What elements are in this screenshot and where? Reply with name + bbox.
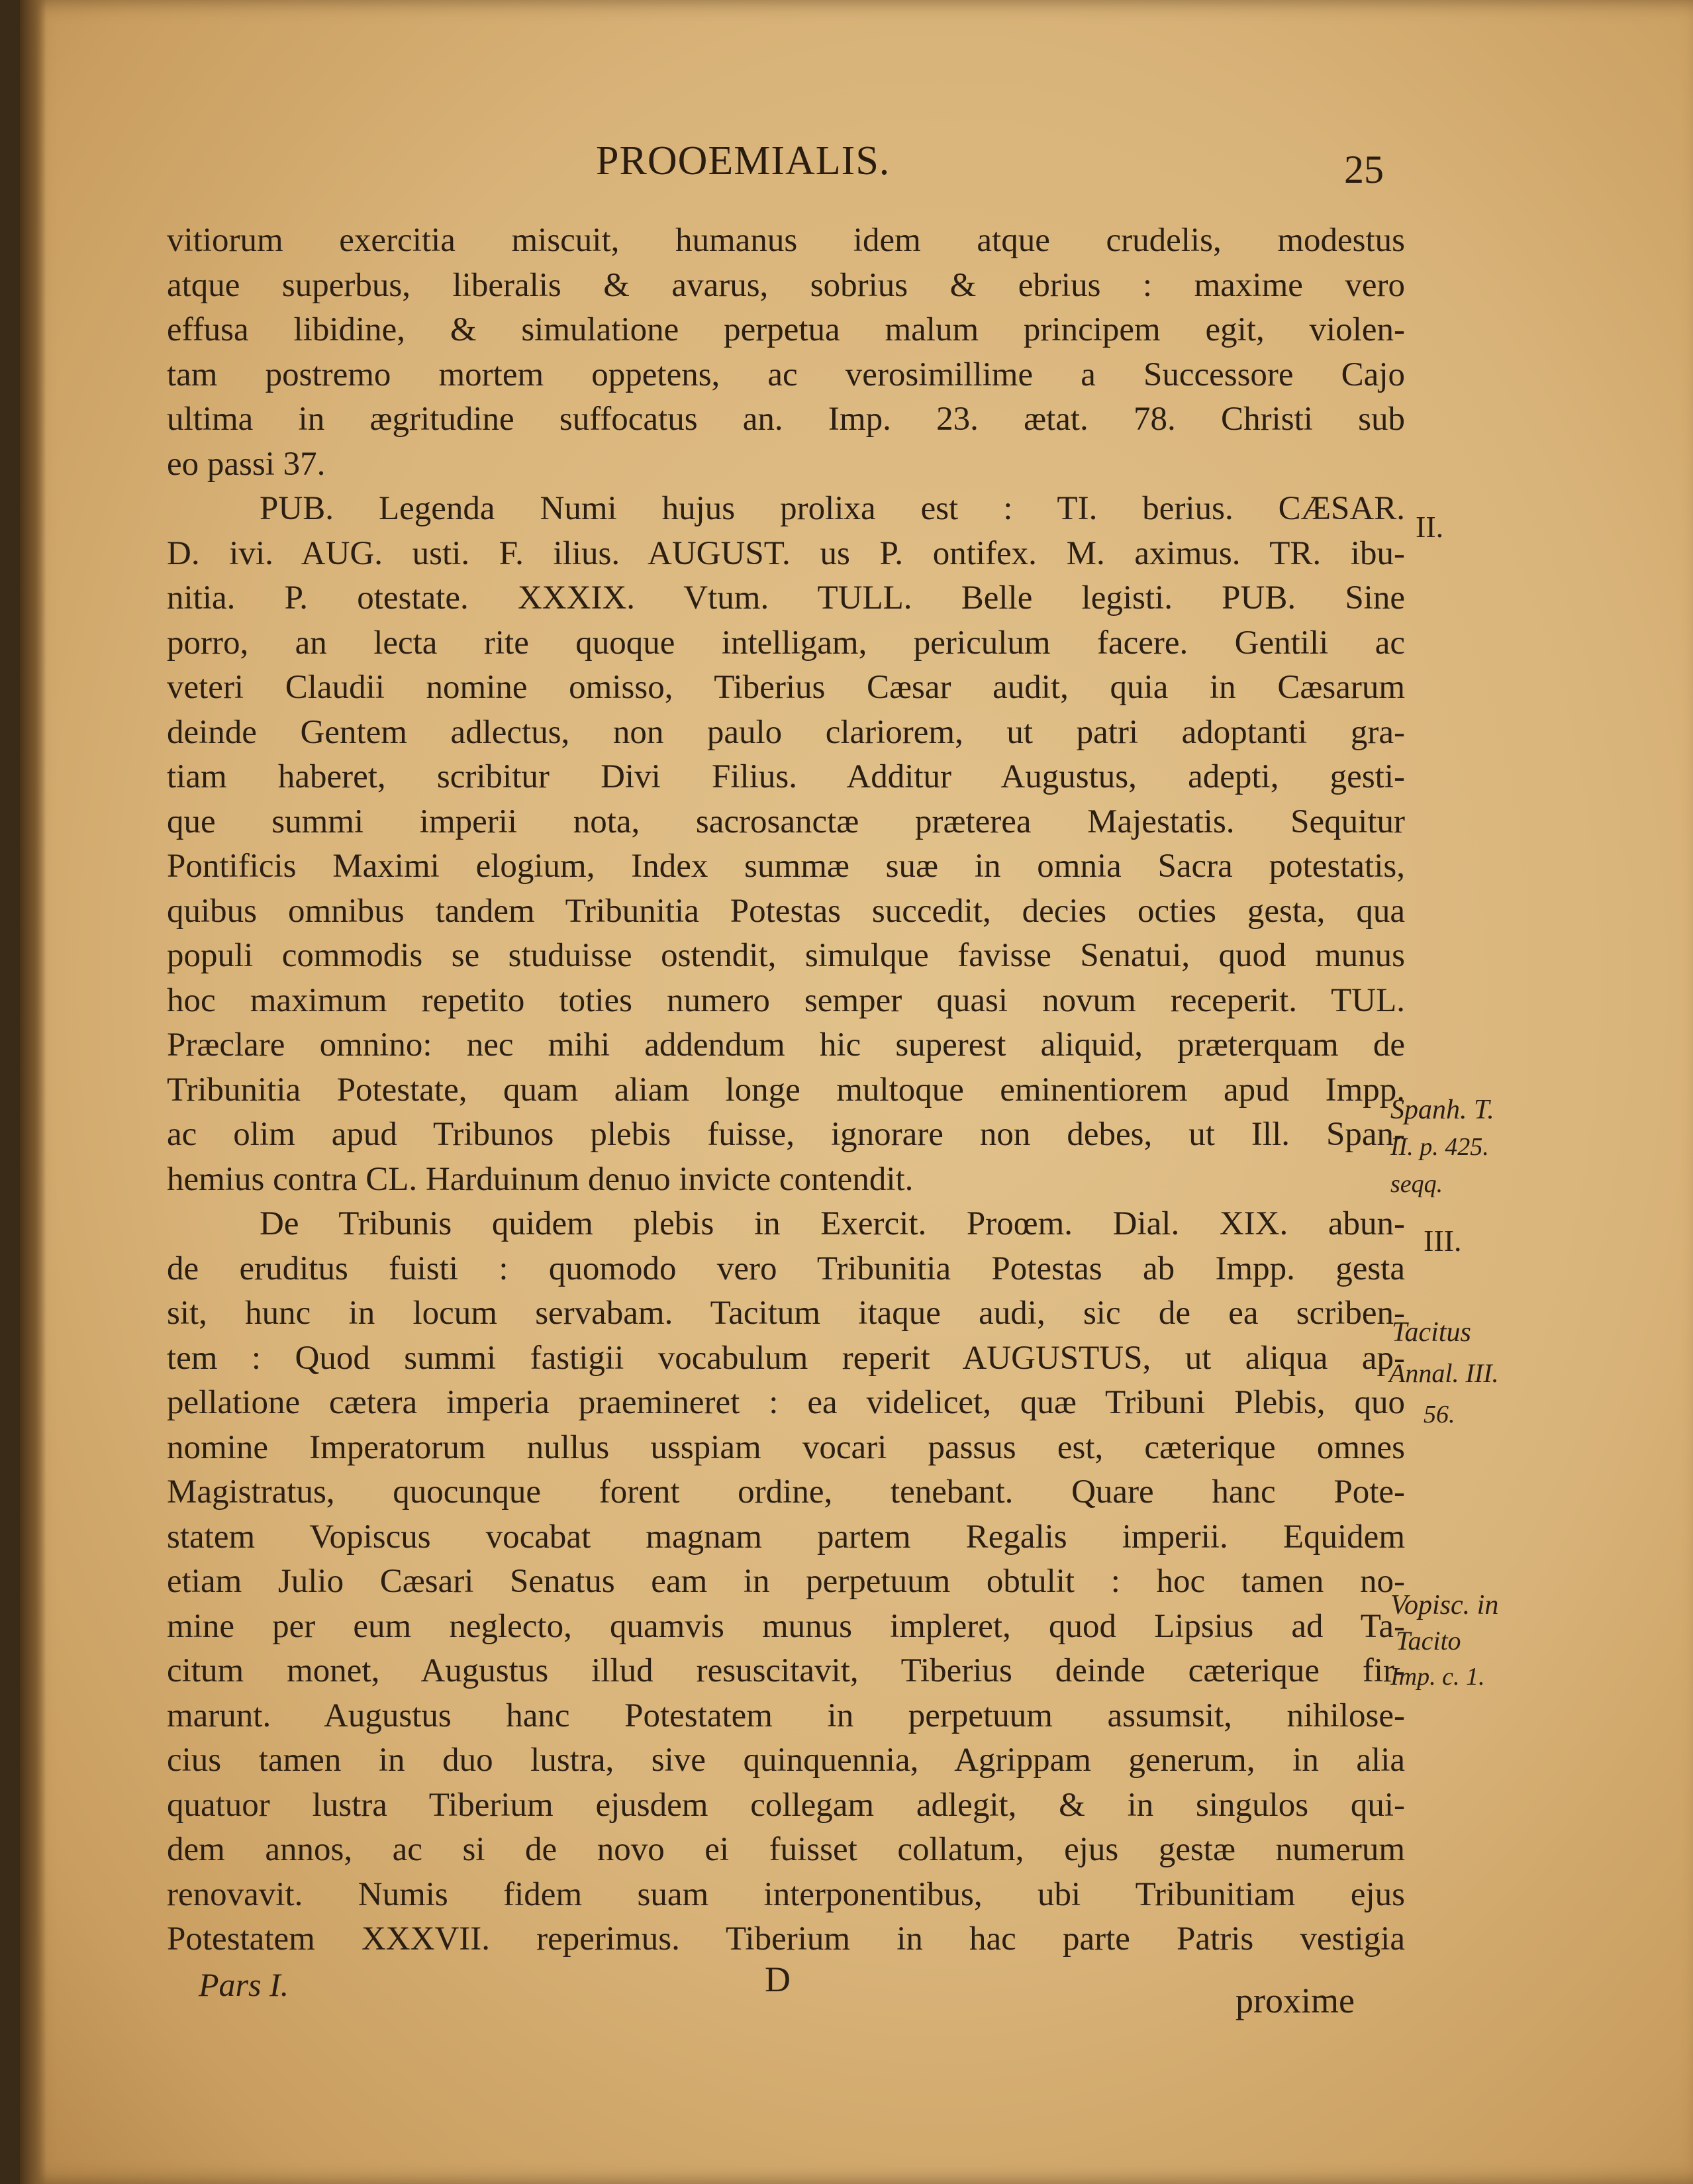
footer-part-label: Pars I. — [199, 1966, 289, 2003]
text-line: citum monet, Augustus illud resuscitavit, Tiberius deinde cæterique fir- — [167, 1652, 1405, 1689]
text-line: atque superbus, liberalis & avarus, sobrius & ebrius : maxime vero — [167, 266, 1405, 304]
text-line: ultima in ægritudine suffocatus an. Imp. 23. ætat. 78. Christi sub — [167, 401, 1405, 438]
text-line: pellatione cætera imperia praemineret : ea videlicet, quæ Tribuni Plebis, quo — [167, 1384, 1405, 1421]
text-line: nitia. P. otestate. XXXIX. Vtum. TULL. Belle legisti. PUB. Sine — [167, 579, 1405, 617]
text-line: renovavit. Numis fidem suam interponentibus, ubi Tribunitiam ejus — [167, 1875, 1405, 1913]
text-line: Potestatem XXXVII. reperimus. Tiberium in hac parte Patris vestigia — [167, 1920, 1405, 1958]
margin-note-tacitus-ref: 56. — [1424, 1401, 1455, 1428]
text-line: veteri Claudii nomine omisso, Tiberius Cæsar audit, quia in Cæsarum — [167, 669, 1405, 706]
text-line: populi commodis se studuisse ostendit, simulque favisse Senatui, quod munus — [167, 937, 1405, 974]
margin-note-vopiscus-tacito: Tacito — [1396, 1626, 1461, 1656]
text-line: porro, an lecta rite quoque intelligam, periculum facere. Gentili ac — [167, 624, 1405, 662]
margin-note-spanheim-ref: II. p. 425. — [1390, 1133, 1489, 1161]
text-line: Pontificis Maximi elogium, Index summæ suæ in omnia Sacra potestatis, — [167, 848, 1405, 885]
text-line: statem Vopiscus vocabat magnam partem Regalis imperii. Equidem — [167, 1518, 1405, 1556]
book-spine-shadow — [20, 0, 46, 2184]
text-line: quibus omnibus tandem Tribunitia Potestas succedit, decies octies gesta, qua — [167, 892, 1405, 930]
margin-note-tacitus: Tacitus — [1392, 1317, 1471, 1348]
text-line: nomine Imperatorum nullus usspiam vocari passus est, cæterique omnes — [167, 1428, 1405, 1466]
text-line: ac olim apud Tribunos plebis fuisse, ignorare non debes, ut Ill. Span- — [167, 1116, 1405, 1153]
text-line: mine per eum neglecto, quamvis munus impleret, quod Lipsius ad Ta- — [167, 1607, 1405, 1645]
margin-note-spanheim: Spanh. T. — [1390, 1095, 1494, 1125]
margin-note-section-2: II. — [1416, 510, 1444, 544]
text-line: sit, hunc in locum servabam. Tacitum itaque audi, sic de ea scriben- — [167, 1295, 1405, 1332]
text-line: D. ivi. AUG. usti. F. ilius. AUGUST. us P. ontifex. M. aximus. TR. ibu- — [167, 534, 1405, 572]
margin-note-spanheim-seqq: seqq. — [1390, 1170, 1443, 1198]
margin-note-vopiscus-ref: Imp. c. 1. — [1390, 1663, 1485, 1691]
text-line: Præclare omnino: nec mihi addendum hic superest aliquid, præterquam de — [167, 1026, 1405, 1064]
text-line: effusa libidine, & simulatione perpetua malum principem egit, violen- — [167, 311, 1405, 348]
text-line: de eruditus fuisti : quomodo vero Tribunitia Potestas ab Impp. gesta — [167, 1250, 1405, 1287]
text-line: deinde Gentem adlectus, non paulo clariorem, ut patri adoptanti gra- — [167, 713, 1405, 751]
text-line: tem : Quod summi fastigii vocabulum reperit AUGUSTUS, ut aliqua ap- — [167, 1339, 1405, 1377]
margin-note-section-3: III. — [1424, 1224, 1462, 1258]
text-line: Tribunitia Potestate, quam aliam longe multoque eminentiorem apud Impp. — [167, 1071, 1405, 1109]
book-page — [20, 0, 1693, 2184]
page-number: 25 — [1344, 148, 1384, 191]
body-text — [167, 219, 1405, 1962]
margin-note-vopiscus: Vopisc. in — [1390, 1590, 1499, 1620]
running-head: PROOEMIALIS. — [596, 138, 891, 183]
text-line: Magistratus, quocunque forent ordine, tenebant. Quare hanc Pote- — [167, 1473, 1405, 1511]
text-line: marunt. Augustus hanc Potestatem in perpetuum assumsit, nihilose- — [167, 1697, 1405, 1734]
text-line: De Tribunis quidem plebis in Exercit. Proœm. Dial. XIX. abun- — [260, 1205, 1405, 1242]
text-line: hemius contra CL. Harduinum denuo invicte contendit. — [167, 1160, 914, 1198]
text-line: quatuor lustra Tiberium ejusdem collegam adlegit, & in singulos qui- — [167, 1786, 1405, 1824]
signature-mark: D — [765, 1960, 791, 1999]
text-line: PUB. Legenda Numi hujus prolixa est : TI. berius. CÆSAR. — [260, 490, 1405, 527]
margin-note-tacitus-annal: Annal. III. — [1389, 1358, 1499, 1388]
text-line: etiam Julio Cæsari Senatus eam in perpetuum obtulit : hoc tamen no- — [167, 1563, 1405, 1600]
text-line: cius tamen in duo lustra, sive quinquennia, Agrippam generum, in alia — [167, 1742, 1405, 1779]
catchword: proxime — [1235, 1981, 1355, 2020]
text-line: tam postremo mortem oppetens, ac verosimillime a Successore Cajo — [167, 356, 1405, 393]
text-line: tiam haberet, scribitur Divi Filius. Additur Augustus, adepti, gesti- — [167, 758, 1405, 795]
text-line: eo passi 37. — [167, 445, 326, 483]
text-line: vitiorum exercitia miscuit, humanus idem atque crudelis, modestus — [167, 222, 1405, 259]
text-line: dem annos, ac si de novo ei fuisset collatum, ejus gestæ numerum — [167, 1831, 1405, 1868]
text-line: hoc maximum repetito toties numero semper quasi novum receperit. TUL. — [167, 981, 1405, 1019]
text-line: que summi imperii nota, sacrosanctæ præterea Majestatis. Sequitur — [167, 803, 1405, 840]
